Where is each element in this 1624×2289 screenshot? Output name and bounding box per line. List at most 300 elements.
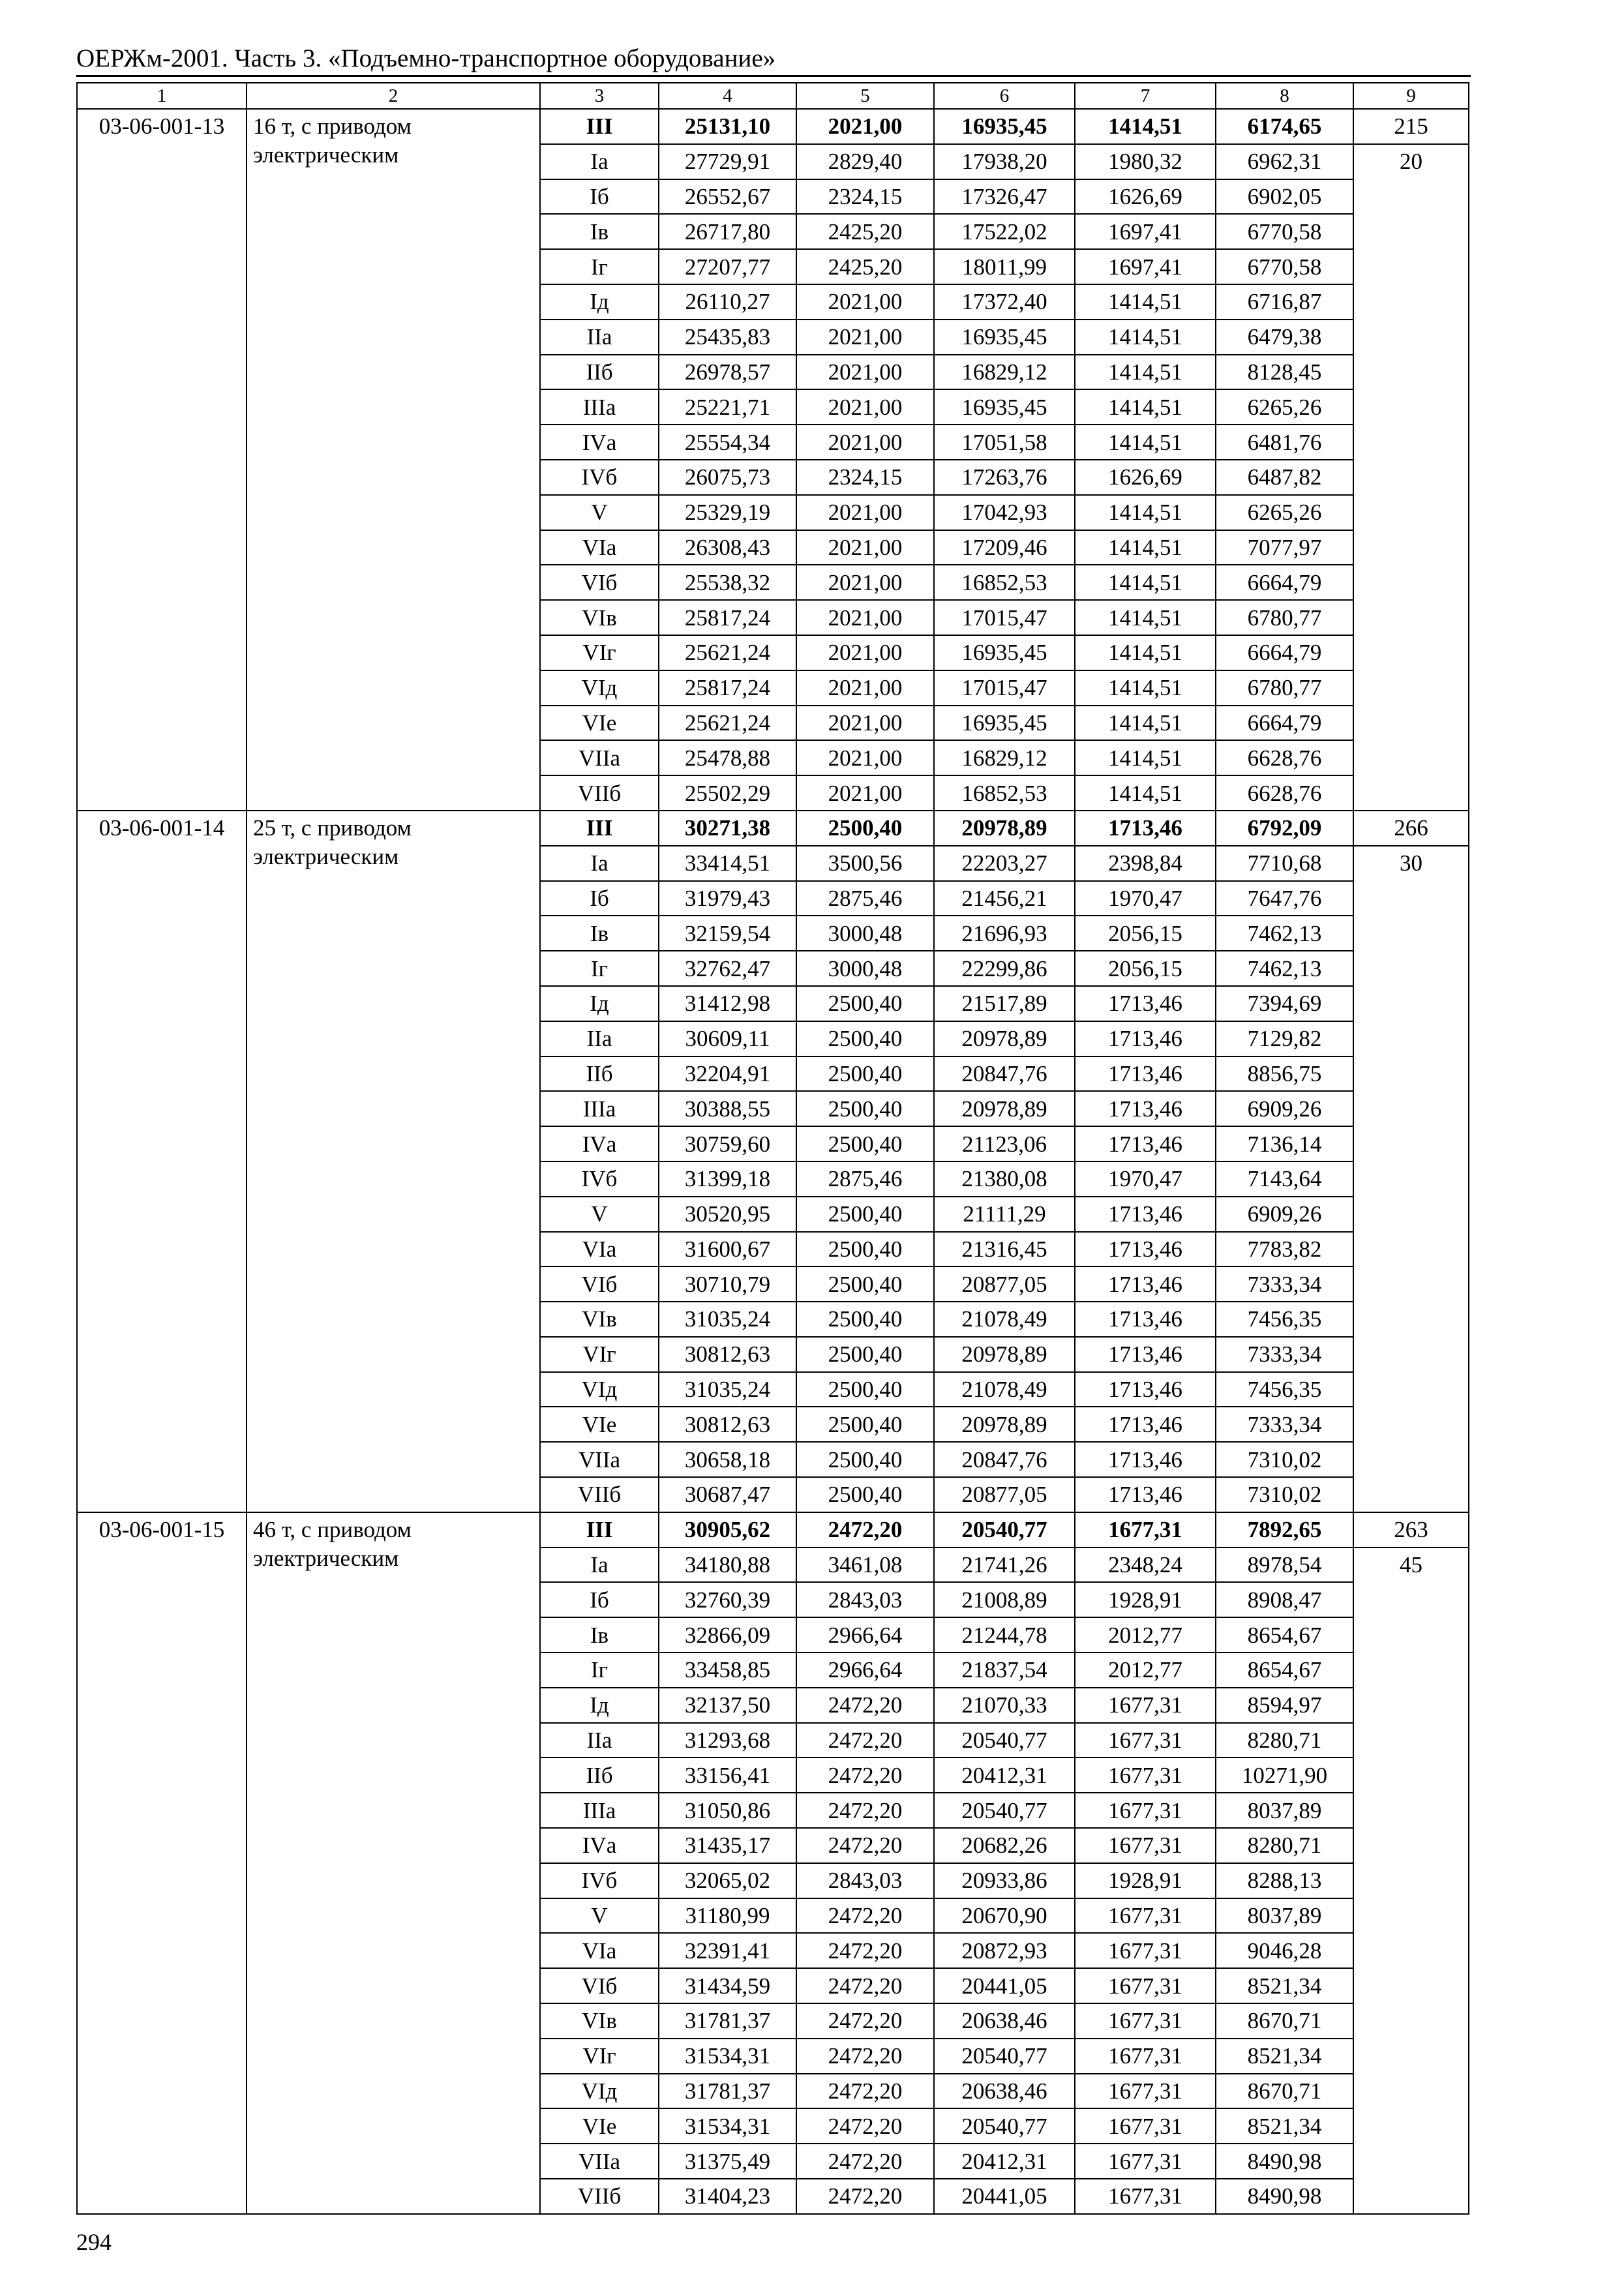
value-cell-col4: 27729,91: [659, 145, 797, 180]
value-cell-col5: 2500,40: [797, 1407, 935, 1443]
value-cell-col7: 1713,46: [1075, 1478, 1216, 1513]
region-code-cell: Iг: [541, 951, 659, 987]
value-cell-col8: 7143,64: [1216, 1162, 1354, 1197]
region-code-cell: IIIа: [541, 1092, 659, 1127]
value-cell-col7: 2348,24: [1075, 1548, 1216, 1583]
value-cell-col4: 32065,02: [659, 1864, 797, 1899]
value-cell-col4: 31035,24: [659, 1302, 797, 1338]
value-cell-col6: 20540,77: [935, 1724, 1075, 1759]
value-cell-col5: 2021,00: [797, 110, 935, 145]
value-cell-col6: 21316,45: [935, 1233, 1075, 1268]
value-cell-col8: 7892,65: [1216, 1513, 1354, 1548]
value-cell-col5: 2324,15: [797, 180, 935, 215]
value-cell-col5: 2966,64: [797, 1653, 935, 1688]
value-cell-col6: 17051,58: [935, 425, 1075, 460]
value-cell-col4: 25435,83: [659, 320, 797, 355]
value-cell-col6: 21456,21: [935, 882, 1075, 917]
item-code-cell: 03-06-001-15: [78, 1513, 247, 2215]
value-cell-col5: 2500,40: [797, 1197, 935, 1233]
value-cell-col6: 21070,33: [935, 1688, 1075, 1724]
value-cell-col7: 1713,46: [1075, 1057, 1216, 1092]
value-cell-col6: 20682,26: [935, 1829, 1075, 1864]
value-cell-col8: 8521,34: [1216, 1969, 1354, 2004]
value-cell-col8: 7136,14: [1216, 1127, 1354, 1162]
value-cell-col4: 26978,57: [659, 355, 797, 391]
item-name-cell: 16 т, с приводом электрическим: [247, 110, 541, 811]
value-cell-col7: 1677,31: [1075, 1899, 1216, 1934]
value-cell-col4: 33156,41: [659, 1758, 797, 1793]
region-code-cell: IIа: [541, 1724, 659, 1759]
labor-workers-cell: 266: [1354, 811, 1469, 846]
value-cell-col6: 21244,78: [935, 1618, 1075, 1653]
value-cell-col5: 2875,46: [797, 882, 935, 917]
value-cell-col8: 6664,79: [1216, 706, 1354, 741]
value-cell-col7: 2398,84: [1075, 846, 1216, 882]
value-cell-col7: 1697,41: [1075, 215, 1216, 250]
labor-workers-cell: 263: [1354, 1513, 1469, 1548]
value-cell-col6: 20540,77: [935, 2109, 1075, 2144]
value-cell-col8: 7129,82: [1216, 1022, 1354, 1057]
value-cell-col6: 17522,02: [935, 215, 1075, 250]
value-cell-col7: 1677,31: [1075, 1513, 1216, 1548]
value-cell-col7: 1626,69: [1075, 180, 1216, 215]
value-cell-col4: 25621,24: [659, 706, 797, 741]
value-cell-col6: 17015,47: [935, 601, 1075, 636]
value-cell-col8: 7456,35: [1216, 1373, 1354, 1408]
value-cell-col4: 30520,95: [659, 1197, 797, 1233]
value-cell-col8: 8670,71: [1216, 2004, 1354, 2039]
value-cell-col7: 1970,47: [1075, 1162, 1216, 1197]
value-cell-col7: 1677,31: [1075, 2179, 1216, 2215]
value-cell-col4: 25538,32: [659, 565, 797, 601]
value-cell-col5: 2500,40: [797, 1478, 935, 1513]
region-code-cell: III: [541, 811, 659, 846]
value-cell-col6: 21517,89: [935, 987, 1075, 1022]
value-cell-col4: 30710,79: [659, 1267, 797, 1302]
value-cell-col6: 20540,77: [935, 2039, 1075, 2074]
value-cell-col8: 6902,05: [1216, 180, 1354, 215]
value-cell-col5: 2472,20: [797, 2004, 935, 2039]
value-cell-col8: 8288,13: [1216, 1864, 1354, 1899]
value-cell-col6: 21008,89: [935, 1583, 1075, 1618]
value-cell-col4: 30609,11: [659, 1022, 797, 1057]
value-cell-col5: 2500,40: [797, 1443, 935, 1478]
region-code-cell: VIе: [541, 1407, 659, 1443]
value-cell-col6: 16935,45: [935, 320, 1075, 355]
value-cell-col4: 30759,60: [659, 1127, 797, 1162]
value-cell-col6: 16935,45: [935, 636, 1075, 671]
column-number-header: 6: [935, 83, 1075, 110]
value-cell-col7: 1414,51: [1075, 320, 1216, 355]
value-cell-col4: 32391,41: [659, 1934, 797, 1969]
value-cell-col5: 2021,00: [797, 425, 935, 460]
value-cell-col8: 8128,45: [1216, 355, 1354, 391]
value-cell-col5: 2021,00: [797, 496, 935, 531]
value-cell-col5: 2500,40: [797, 1092, 935, 1127]
value-cell-col4: 31435,17: [659, 1829, 797, 1864]
rates-table: [76, 82, 1469, 2215]
value-cell-col5: 2472,20: [797, 1513, 935, 1548]
value-cell-col5: 2500,40: [797, 1302, 935, 1338]
value-cell-col8: 9046,28: [1216, 1934, 1354, 1969]
value-cell-col7: 1713,46: [1075, 987, 1216, 1022]
value-cell-col7: 1677,31: [1075, 1758, 1216, 1793]
value-cell-col6: 20540,77: [935, 1793, 1075, 1829]
value-cell-col7: 1414,51: [1075, 776, 1216, 811]
region-code-cell: VIб: [541, 1969, 659, 2004]
value-cell-col5: 2500,40: [797, 1022, 935, 1057]
value-cell-col7: 2056,15: [1075, 916, 1216, 951]
value-cell-col5: 3461,08: [797, 1548, 935, 1583]
region-code-cell: VIIб: [541, 1478, 659, 1513]
region-code-cell: IIIа: [541, 1793, 659, 1829]
column-number-header: 3: [541, 83, 659, 110]
region-code-cell: IIб: [541, 1758, 659, 1793]
value-cell-col6: 20638,46: [935, 2004, 1075, 2039]
value-cell-col5: 2021,00: [797, 320, 935, 355]
region-code-cell: IVб: [541, 1864, 659, 1899]
region-code-cell: IIIа: [541, 390, 659, 425]
value-cell-col6: 20877,05: [935, 1478, 1075, 1513]
value-cell-col8: 7333,34: [1216, 1267, 1354, 1302]
value-cell-col6: 20847,76: [935, 1057, 1075, 1092]
value-cell-col6: 20441,05: [935, 2179, 1075, 2215]
value-cell-col8: 8521,34: [1216, 2109, 1354, 2144]
region-code-cell: Iб: [541, 180, 659, 215]
value-cell-col8: 7077,97: [1216, 531, 1354, 566]
value-cell-col5: 2472,20: [797, 1724, 935, 1759]
value-cell-col5: 3000,48: [797, 951, 935, 987]
value-cell-col7: 1677,31: [1075, 2074, 1216, 2110]
value-cell-col7: 1677,31: [1075, 1934, 1216, 1969]
value-cell-col4: 31412,98: [659, 987, 797, 1022]
value-cell-col7: 1713,46: [1075, 1127, 1216, 1162]
value-cell-col4: 26075,73: [659, 460, 797, 496]
value-cell-col5: 2021,00: [797, 565, 935, 601]
value-cell-col5: 2021,00: [797, 390, 935, 425]
value-cell-col8: 7462,13: [1216, 916, 1354, 951]
value-cell-col4: 25817,24: [659, 601, 797, 636]
page-number: 294: [76, 2229, 112, 2255]
column-number-header: 5: [797, 83, 935, 110]
region-code-cell: IVб: [541, 1162, 659, 1197]
value-cell-col6: 20441,05: [935, 1969, 1075, 2004]
region-code-cell: III: [541, 1513, 659, 1548]
value-cell-col7: 1677,31: [1075, 2039, 1216, 2074]
region-code-cell: VIе: [541, 706, 659, 741]
value-cell-col8: 7462,13: [1216, 951, 1354, 987]
labor-workers-cell: 215: [1354, 110, 1469, 145]
value-cell-col5: 2324,15: [797, 460, 935, 496]
value-cell-col7: 1713,46: [1075, 1092, 1216, 1127]
value-cell-col7: 1980,32: [1075, 145, 1216, 180]
value-cell-col4: 25221,71: [659, 390, 797, 425]
value-cell-col8: 8490,98: [1216, 2144, 1354, 2179]
value-cell-col4: 27207,77: [659, 250, 797, 285]
value-cell-col7: 1414,51: [1075, 706, 1216, 741]
value-cell-col8: 6265,26: [1216, 390, 1354, 425]
value-cell-col4: 26717,80: [659, 215, 797, 250]
value-cell-col7: 2012,77: [1075, 1618, 1216, 1653]
value-cell-col4: 25478,88: [659, 741, 797, 776]
value-cell-col6: 20540,77: [935, 1513, 1075, 1548]
value-cell-col8: 8654,67: [1216, 1653, 1354, 1688]
value-cell-col4: 30271,38: [659, 811, 797, 846]
value-cell-col5: 2472,20: [797, 1934, 935, 1969]
region-code-cell: IVа: [541, 1127, 659, 1162]
value-cell-col6: 16829,12: [935, 741, 1075, 776]
value-cell-col8: 6479,38: [1216, 320, 1354, 355]
region-code-cell: Iд: [541, 285, 659, 320]
value-cell-col5: 2500,40: [797, 1338, 935, 1373]
region-code-cell: Iа: [541, 145, 659, 180]
value-cell-col4: 32159,54: [659, 916, 797, 951]
item-name-cell: 25 т, с приводом электрическим: [247, 811, 541, 1513]
value-cell-col8: 6780,77: [1216, 601, 1354, 636]
column-number-header: 7: [1075, 83, 1216, 110]
value-cell-col8: 6664,79: [1216, 565, 1354, 601]
value-cell-col6: 17042,93: [935, 496, 1075, 531]
region-code-cell: VIг: [541, 636, 659, 671]
value-cell-col8: 6481,76: [1216, 425, 1354, 460]
value-cell-col6: 17372,40: [935, 285, 1075, 320]
value-cell-col6: 16829,12: [935, 355, 1075, 391]
region-code-cell: VIа: [541, 531, 659, 566]
value-cell-col8: 7310,02: [1216, 1478, 1354, 1513]
value-cell-col7: 1713,46: [1075, 1373, 1216, 1408]
value-cell-col5: 2021,00: [797, 636, 935, 671]
column-number-header: 8: [1216, 83, 1354, 110]
value-cell-col5: 2472,20: [797, 1829, 935, 1864]
value-cell-col8: 8037,89: [1216, 1899, 1354, 1934]
region-code-cell: VIа: [541, 1934, 659, 1969]
value-cell-col8: 7783,82: [1216, 1233, 1354, 1268]
value-cell-col4: 31434,59: [659, 1969, 797, 2004]
region-code-cell: VIд: [541, 2074, 659, 2110]
value-cell-col4: 31404,23: [659, 2179, 797, 2215]
value-cell-col7: 1970,47: [1075, 882, 1216, 917]
region-code-cell: VIв: [541, 2004, 659, 2039]
item-code-cell: 03-06-001-13: [78, 110, 247, 811]
value-cell-col7: 1414,51: [1075, 285, 1216, 320]
value-cell-col8: 7333,34: [1216, 1407, 1354, 1443]
value-cell-col5: 2021,00: [797, 285, 935, 320]
value-cell-col4: 31781,37: [659, 2074, 797, 2110]
value-cell-col6: 21380,08: [935, 1162, 1075, 1197]
value-cell-col5: 2021,00: [797, 671, 935, 706]
value-cell-col8: 6770,58: [1216, 250, 1354, 285]
region-code-cell: VIIа: [541, 741, 659, 776]
value-cell-col4: 31375,49: [659, 2144, 797, 2179]
value-cell-col8: 8908,47: [1216, 1583, 1354, 1618]
value-cell-col5: 2472,20: [797, 1969, 935, 2004]
region-code-cell: VIа: [541, 1233, 659, 1268]
value-cell-col7: 1713,46: [1075, 1302, 1216, 1338]
value-cell-col6: 16935,45: [935, 706, 1075, 741]
region-code-cell: IIб: [541, 355, 659, 391]
column-number-header: 4: [659, 83, 797, 110]
value-cell-col7: 1414,51: [1075, 110, 1216, 145]
value-cell-col6: 17263,76: [935, 460, 1075, 496]
value-cell-col7: 1713,46: [1075, 1407, 1216, 1443]
value-cell-col7: 1713,46: [1075, 1022, 1216, 1057]
region-code-cell: VIб: [541, 1267, 659, 1302]
value-cell-col6: 21741,26: [935, 1548, 1075, 1583]
value-cell-col4: 25131,10: [659, 110, 797, 145]
value-cell-col6: 20670,90: [935, 1899, 1075, 1934]
value-cell-col7: 1677,31: [1075, 1688, 1216, 1724]
value-cell-col7: 1677,31: [1075, 1724, 1216, 1759]
region-code-cell: VIв: [541, 601, 659, 636]
value-cell-col8: 6664,79: [1216, 636, 1354, 671]
region-code-cell: Iа: [541, 1548, 659, 1583]
value-cell-col7: 1713,46: [1075, 1267, 1216, 1302]
region-code-cell: Iг: [541, 250, 659, 285]
region-code-cell: IVб: [541, 460, 659, 496]
region-code-cell: VIд: [541, 671, 659, 706]
value-cell-col8: 7310,02: [1216, 1443, 1354, 1478]
value-cell-col5: 2021,00: [797, 355, 935, 391]
value-cell-col5: 2472,20: [797, 1793, 935, 1829]
value-cell-col6: 21078,49: [935, 1302, 1075, 1338]
value-cell-col7: 1414,51: [1075, 565, 1216, 601]
value-cell-col5: 2472,20: [797, 1688, 935, 1724]
value-cell-col4: 30812,63: [659, 1338, 797, 1373]
value-cell-col7: 1713,46: [1075, 1197, 1216, 1233]
value-cell-col5: 2021,00: [797, 741, 935, 776]
region-code-cell: Iв: [541, 1618, 659, 1653]
value-cell-col4: 31050,86: [659, 1793, 797, 1829]
value-cell-col6: 18011,99: [935, 250, 1075, 285]
region-code-cell: V: [541, 496, 659, 531]
value-cell-col4: 31600,67: [659, 1233, 797, 1268]
region-code-cell: IIа: [541, 1022, 659, 1057]
value-cell-col5: 3000,48: [797, 916, 935, 951]
region-code-cell: IIа: [541, 320, 659, 355]
value-cell-col7: 1928,91: [1075, 1583, 1216, 1618]
column-number-header: 2: [247, 83, 541, 110]
value-cell-col7: 1677,31: [1075, 2109, 1216, 2144]
value-cell-col8: 8978,54: [1216, 1548, 1354, 1583]
region-code-cell: VIд: [541, 1373, 659, 1408]
value-cell-col6: 20638,46: [935, 2074, 1075, 2110]
value-cell-col6: 22299,86: [935, 951, 1075, 987]
value-cell-col8: 8856,75: [1216, 1057, 1354, 1092]
value-cell-col8: 7710,68: [1216, 846, 1354, 882]
value-cell-col7: 1677,31: [1075, 1969, 1216, 2004]
value-cell-col6: 16935,45: [935, 110, 1075, 145]
region-code-cell: Iв: [541, 215, 659, 250]
value-cell-col7: 1414,51: [1075, 531, 1216, 566]
value-cell-col6: 20978,89: [935, 1338, 1075, 1373]
value-cell-col5: 2500,40: [797, 1267, 935, 1302]
value-cell-col7: 1414,51: [1075, 390, 1216, 425]
region-code-cell: VIIа: [541, 2144, 659, 2179]
value-cell-col7: 1414,51: [1075, 355, 1216, 391]
value-cell-col8: 7456,35: [1216, 1302, 1354, 1338]
value-cell-col6: 20872,93: [935, 1934, 1075, 1969]
value-cell-col5: 2472,20: [797, 1899, 935, 1934]
value-cell-col6: 17938,20: [935, 145, 1075, 180]
value-cell-col7: 1414,51: [1075, 671, 1216, 706]
value-cell-col5: 2500,40: [797, 1057, 935, 1092]
value-cell-col5: 2500,40: [797, 1127, 935, 1162]
labor-operators-cell: 20: [1354, 145, 1469, 811]
column-number-header: 9: [1354, 83, 1469, 110]
value-cell-col8: 6716,87: [1216, 285, 1354, 320]
item-name-cell: 46 т, с приводом электрическим: [247, 1513, 541, 2215]
value-cell-col4: 26552,67: [659, 180, 797, 215]
region-code-cell: Iд: [541, 987, 659, 1022]
value-cell-col8: 6628,76: [1216, 776, 1354, 811]
value-cell-col5: 2021,00: [797, 531, 935, 566]
value-cell-col6: 16852,53: [935, 776, 1075, 811]
value-cell-col6: 20978,89: [935, 811, 1075, 846]
value-cell-col4: 33458,85: [659, 1653, 797, 1688]
value-cell-col8: 8670,71: [1216, 2074, 1354, 2110]
value-cell-col4: 31293,68: [659, 1724, 797, 1759]
value-cell-col4: 33414,51: [659, 846, 797, 882]
value-cell-col6: 20412,31: [935, 2144, 1075, 2179]
value-cell-col7: 1626,69: [1075, 460, 1216, 496]
value-cell-col6: 21837,54: [935, 1653, 1075, 1688]
region-code-cell: Iд: [541, 1688, 659, 1724]
value-cell-col8: 8490,98: [1216, 2179, 1354, 2215]
value-cell-col5: 2472,20: [797, 2109, 935, 2144]
value-cell-col7: 1414,51: [1075, 636, 1216, 671]
value-cell-col8: 6487,82: [1216, 460, 1354, 496]
region-code-cell: Iг: [541, 1653, 659, 1688]
value-cell-col4: 31979,43: [659, 882, 797, 917]
value-cell-col7: 1677,31: [1075, 1829, 1216, 1864]
value-cell-col8: 8654,67: [1216, 1618, 1354, 1653]
value-cell-col4: 31180,99: [659, 1899, 797, 1934]
value-cell-col4: 26110,27: [659, 285, 797, 320]
value-cell-col5: 2500,40: [797, 811, 935, 846]
value-cell-col6: 21696,93: [935, 916, 1075, 951]
value-cell-col6: 16935,45: [935, 390, 1075, 425]
value-cell-col8: 6770,58: [1216, 215, 1354, 250]
value-cell-col6: 20847,76: [935, 1443, 1075, 1478]
value-cell-col7: 2056,15: [1075, 951, 1216, 987]
value-cell-col5: 2875,46: [797, 1162, 935, 1197]
value-cell-col8: 6780,77: [1216, 671, 1354, 706]
region-code-cell: Iб: [541, 882, 659, 917]
value-cell-col4: 30658,18: [659, 1443, 797, 1478]
value-cell-col4: 25817,24: [659, 671, 797, 706]
value-cell-col4: 30812,63: [659, 1407, 797, 1443]
value-cell-col7: 1414,51: [1075, 496, 1216, 531]
value-cell-col8: 7333,34: [1216, 1338, 1354, 1373]
item-code-cell: 03-06-001-14: [78, 811, 247, 1513]
value-cell-col4: 32760,39: [659, 1583, 797, 1618]
value-cell-col8: 8280,71: [1216, 1829, 1354, 1864]
region-code-cell: VIб: [541, 565, 659, 601]
value-cell-col6: 20978,89: [935, 1022, 1075, 1057]
value-cell-col5: 3500,56: [797, 846, 935, 882]
value-cell-col7: 1928,91: [1075, 1864, 1216, 1899]
value-cell-col5: 2843,03: [797, 1583, 935, 1618]
value-cell-col7: 1713,46: [1075, 1233, 1216, 1268]
region-code-cell: IVа: [541, 1829, 659, 1864]
value-cell-col5: 2472,20: [797, 2144, 935, 2179]
value-cell-col4: 25621,24: [659, 636, 797, 671]
value-cell-col4: 34180,88: [659, 1548, 797, 1583]
value-cell-col7: 1677,31: [1075, 2144, 1216, 2179]
region-code-cell: IVа: [541, 425, 659, 460]
value-cell-col4: 32866,09: [659, 1618, 797, 1653]
value-cell-col4: 25502,29: [659, 776, 797, 811]
